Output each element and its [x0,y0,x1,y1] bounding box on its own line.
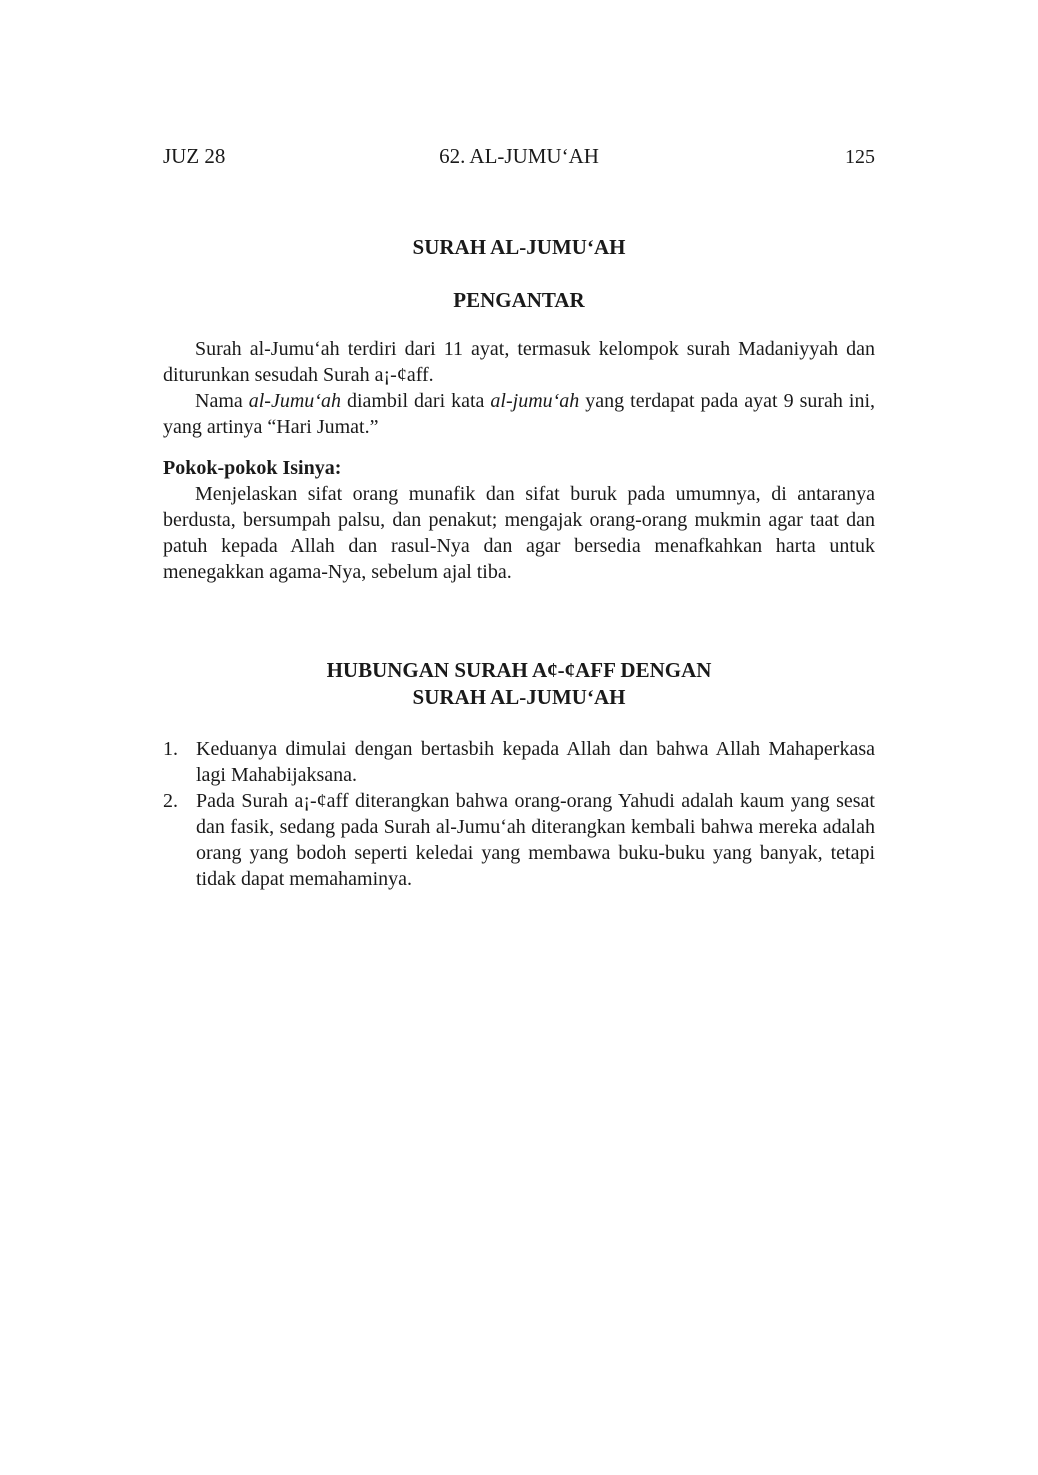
pengantar-heading: PENGANTAR [453,288,585,312]
list-item-2-text: Pada Surah a¡-¢aff diterangkan bahwa orang-orang Yahudi adalah kaum yang sesat dan fasik, sedang pada Surah al-Jumu‘ah diterangkan kembali bahwa mereka adalah orang yang bodoh seperti keledai yang membawa buku-buku yang banyak, tetapi tidak dapat memahaminya. [196,790,875,890]
pokok-isinya-body: Menjelaskan sifat orang munafik dan sifat buruk pada umumnya, di antaranya berdusta, bersumpah palsu, dan penakut; mengajak orang-orang mukmin agar taat dan patuh kepada Allah dan rasul-Nya dan agar bersedia menafkahkan harta untuk menegakkan agama-Nya, sebelum ajal tiba. [163,483,875,583]
page-number: 125 [845,146,875,168]
list-item-1-text: Keduanya dimulai dengan bertasbih kepada Allah dan bahwa Allah Mahaperkasa lagi Mahabijaksana. [196,738,875,786]
intro-p2-text-2: diambil dari kata [340,390,491,412]
intro-p2-italic-1: al-Jumu‘ah [248,390,341,412]
list-item-1-number: 1. [163,738,178,760]
intro-paragraph-1: Surah al-Jumu‘ah terdiri dari 11 ayat, termasuk kelompok surah Madaniyyah dan diturunkan sesudah Surah a¡-¢aff. [163,338,875,386]
page-content [163,0,875,892]
intro-p2-text-1: Nama [195,390,249,412]
relation-list [163,736,875,892]
surah-title: SURAH AL-JUMU‘AH [412,235,626,259]
chapter-label: 62. AL-JUMU‘AH [439,144,599,168]
relation-heading-line2: SURAH AL-JUMU‘AH [412,685,626,709]
relation-heading [163,657,875,711]
pokok-isinya-heading: Pokok-pokok Isinya: [163,457,342,479]
list-item-1 [163,736,875,788]
relation-heading-line1: HUBUNGAN SURAH A¢-¢AFF DENGAN [326,658,712,682]
list-item-2 [163,788,875,892]
page-header [163,143,875,169]
intro-p2-text-3: yang terdapat pada ayat 9 surah ini, yang artinya “Hari Jumat.” [163,390,876,438]
intro-paragraph-2 [163,388,875,440]
intro-p2-italic-2: al-jumu‘ah [490,390,580,412]
juz-label: JUZ 28 [163,144,226,168]
list-item-2-number: 2. [163,790,178,812]
